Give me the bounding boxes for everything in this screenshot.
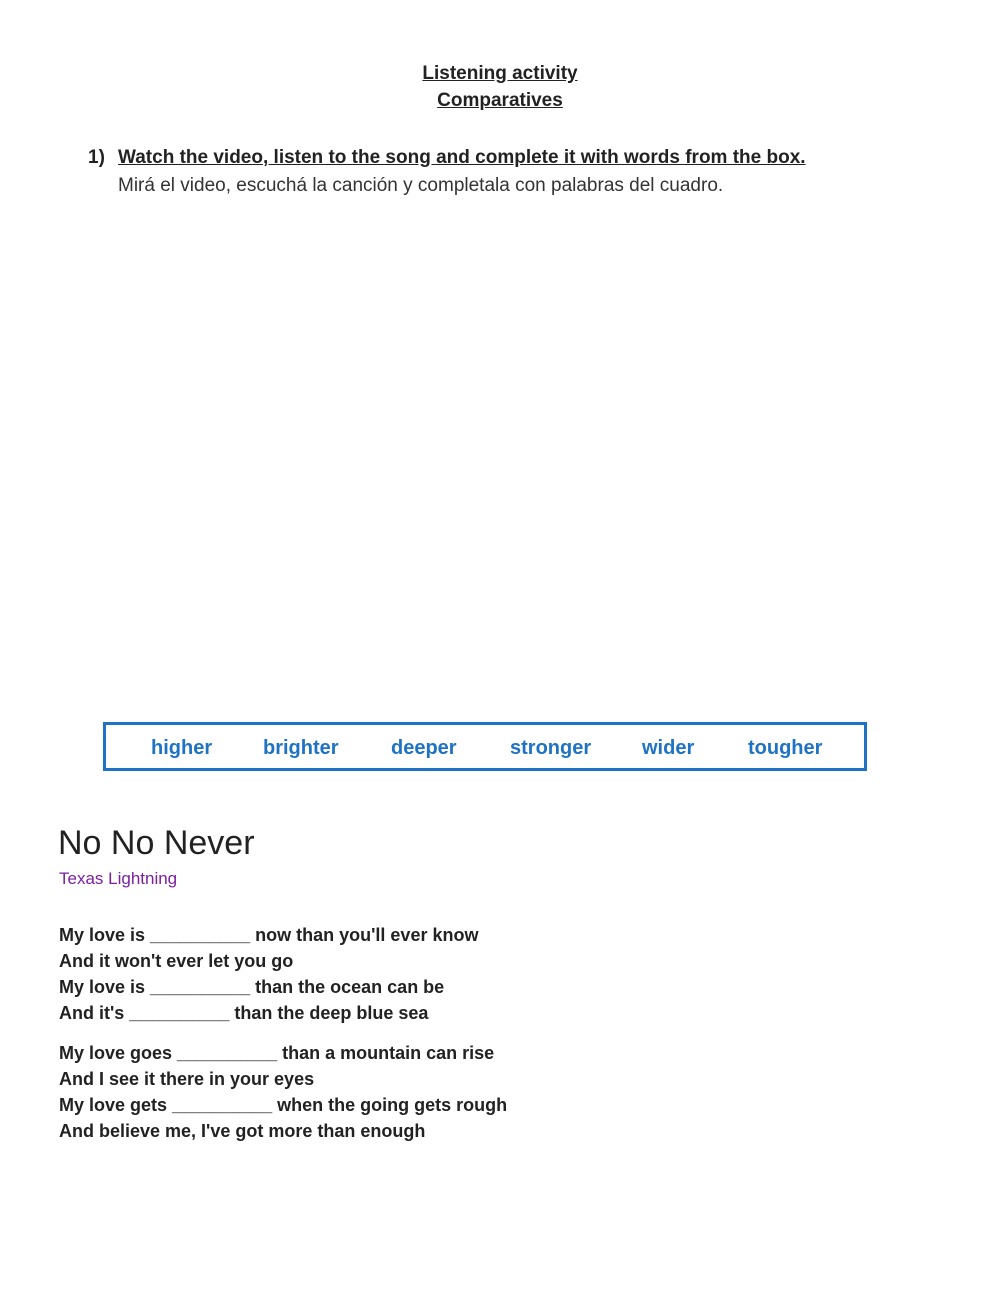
lyric-line: My love is __________ now than you'll ever know — [59, 925, 479, 945]
instruction-number: 1) — [88, 147, 105, 168]
lyric-line: And it's __________ than the deep blue sea — [59, 1003, 429, 1023]
lyric-line: My love gets __________ when the going gets rough — [59, 1095, 508, 1115]
song-artist: Texas Lightning — [59, 869, 178, 888]
lyrics-stanza-2 — [59, 1040, 507, 1144]
instruction-spanish: Mirá el video, escuchá la canción y completala con palabras del cuadro. — [118, 175, 724, 196]
lyric-line: And it won't ever let you go — [59, 951, 294, 971]
instruction-english: Watch the video, listen to the song and complete it with words from the box. — [118, 147, 806, 168]
song-title: No No Never — [58, 824, 255, 862]
worksheet-subtitle: Comparatives — [437, 90, 563, 111]
lyric-line: My love is __________ than the ocean can be — [59, 977, 445, 997]
worksheet-title: Listening activity — [422, 63, 578, 84]
lyric-line: And I see it there in your eyes — [59, 1069, 315, 1089]
word-option: higher — [151, 737, 213, 759]
lyric-line: And believe me, I've got more than enough — [59, 1121, 426, 1141]
word-box — [103, 722, 867, 771]
lyric-line: My love goes __________ than a mountain can rise — [59, 1043, 495, 1063]
word-option: tougher — [748, 737, 823, 759]
word-option: stronger — [510, 737, 592, 759]
lyrics-stanza-1 — [59, 922, 478, 1026]
worksheet-header — [0, 60, 1000, 114]
word-option: wider — [642, 737, 695, 759]
word-option: brighter — [263, 737, 339, 759]
word-option: deeper — [391, 737, 457, 759]
